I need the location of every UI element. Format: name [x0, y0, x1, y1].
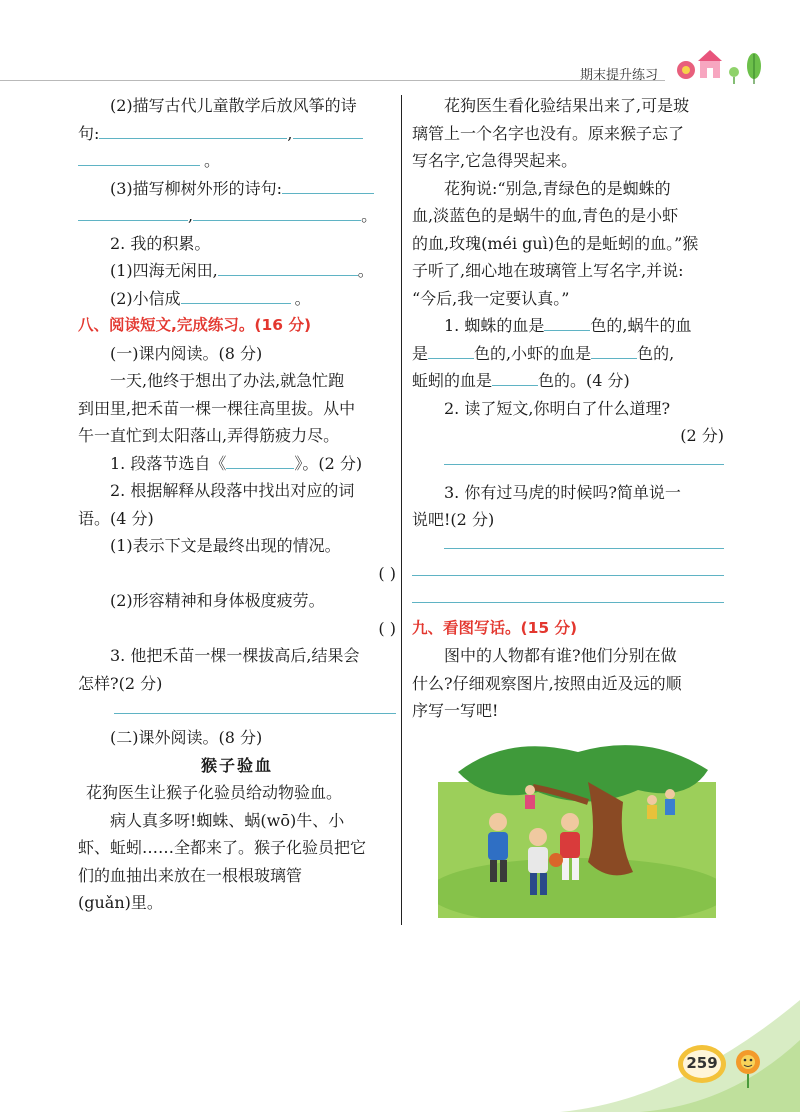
reading-1-q3: 3. 他把禾苗一棵一棵拔高后,结果会 [110, 646, 360, 665]
answer-blank[interactable] [492, 369, 538, 386]
passage-line: 午一直忙到太阳落山,弄得筋疲力尽。 [78, 426, 340, 445]
accumulation-q1: (1)四海无闲田, 。 [110, 261, 374, 280]
column-divider [401, 95, 402, 925]
answer-line[interactable] [412, 602, 724, 603]
story-line: 病人真多呀!蜘蛛、蜗(wō)牛、小 [110, 810, 345, 830]
answer-paren[interactable]: ( ) [378, 618, 396, 638]
reading-2-q2: 2. 读了短文,你明白了什么道理? [444, 398, 671, 418]
answer-blank[interactable] [282, 177, 374, 194]
poem-q2: (2)描写古代儿童散学后放风筝的诗 [110, 96, 357, 115]
answer-blank[interactable] [226, 452, 294, 469]
section-8-heading: 八、阅读短文,完成练习。(16 分) [78, 316, 312, 334]
reading-1-heading: (一)课内阅读。(8 分) [110, 343, 263, 363]
page-number: 259 [686, 1054, 718, 1072]
story-line: 花狗医生让猴子化验员给动物验血。 [86, 783, 343, 802]
reading-2-q2-points: (2 分) [680, 426, 724, 445]
answer-blank[interactable] [99, 122, 287, 139]
reading-2-q3-cont: 说吧!(2 分) [412, 510, 495, 529]
story-title: 猴子验血 [200, 755, 273, 775]
story-line: 璃管上一个名字也没有。原来猴子忘了 [412, 123, 685, 143]
reading-2-q1: 1. 蜘蛛的血是 色的,蜗牛的血 [444, 316, 692, 335]
answer-line[interactable] [412, 575, 724, 576]
passage-line: 一天,他终于想出了办法,就急忙跑 [110, 371, 345, 390]
story-line: 血,淡蓝色的是蜗牛的血,青色的是小虾 [412, 206, 679, 225]
poem-q2-answer: 句: , [78, 120, 396, 148]
header-title: 期末提升练习 [580, 68, 659, 83]
answer-blank[interactable] [591, 342, 637, 359]
poem-q3-answer: , 。 [78, 202, 396, 230]
reading-2-heading: (二)课外阅读。(8 分) [110, 728, 263, 747]
reading-1-q2-1: (1)表示下文是最终出现的情况。 [110, 536, 341, 555]
answer-line[interactable] [114, 713, 396, 714]
story-line: 的血,玫瑰(méi guì)色的是蚯蚓的血。”猴 [412, 233, 699, 253]
story-line: 花狗医生看化验结果出来了,可是玻 [444, 96, 690, 115]
child-figure [647, 795, 657, 819]
reading-1-q1: 1. 段落节选自《 》。(2 分) [110, 453, 363, 473]
right-column [412, 92, 724, 725]
section-9-heading: 九、看图写话。(15 分) [412, 618, 578, 637]
answer-paren[interactable]: ( ) [378, 563, 396, 583]
accumulation-heading: 2. 我的积累。 [110, 233, 211, 253]
answer-blank[interactable] [181, 287, 291, 304]
writing-prompt: 序写一写吧! [412, 701, 499, 720]
answer-line[interactable] [444, 548, 724, 549]
story-line: 子听了,细心地在玻璃管上写名字,并说: [412, 261, 684, 280]
writing-prompt: 什么?仔细观察图片,按照由近及远的顺 [412, 673, 682, 693]
answer-blank[interactable] [544, 314, 590, 331]
poem-q3: (3)描写柳树外形的诗句: [78, 175, 396, 203]
story-line: 虾、蚯蚓……全都来了。猴子化验员把它 [78, 838, 367, 857]
reading-2-q1-cont: 是 色的,小虾的血是 色的, [412, 343, 675, 363]
answer-line[interactable] [444, 464, 724, 465]
story-line: 花狗说:“别急,青绿色的是蜘蛛的 [444, 178, 671, 198]
story-line: (guǎn)里。 [78, 893, 163, 912]
answer-blank[interactable] [193, 204, 361, 221]
answer-blank[interactable] [78, 204, 188, 221]
passage-line: 到田里,把禾苗一棵一棵往高里拔。从中 [78, 398, 356, 418]
answer-blank[interactable] [428, 342, 474, 359]
child-figure [525, 785, 535, 809]
answer-blank[interactable] [293, 122, 363, 139]
story-line: 们的血抽出来放在一根根玻璃管 [78, 865, 303, 885]
reading-1-q2-2: (2)形容精神和身体极度疲劳。 [110, 591, 325, 610]
ball [549, 853, 563, 867]
reading-1-q3-cont: 怎样?(2 分) [78, 673, 163, 693]
reading-1-q2-cont: 语。(4 分) [78, 508, 154, 528]
child-figure [665, 789, 675, 815]
reading-2-q1-cont2: 蚯蚓的血是 色的。(4 分) [412, 371, 630, 390]
story-line: 写名字,它急得哭起来。 [412, 151, 578, 170]
writing-prompt: 图中的人物都有谁?他们分别在做 [444, 646, 677, 665]
reading-2-q3: 3. 你有过马虎的时候吗?简单说一 [444, 482, 681, 502]
flower-decoration-icon [672, 46, 772, 86]
answer-blank[interactable] [218, 259, 358, 276]
accumulation-q2: (2)小信成 。 [110, 288, 311, 308]
answer-blank[interactable] [78, 149, 200, 166]
poem-q2-answer-2: 。 [78, 147, 396, 175]
left-column [78, 92, 396, 917]
story-line: “今后,我一定要认真。” [412, 288, 570, 308]
reading-1-q2: 2. 根据解释从段落中找出对应的词 [110, 481, 355, 500]
children-playing-illustration [438, 742, 716, 918]
header-rule [0, 80, 665, 81]
